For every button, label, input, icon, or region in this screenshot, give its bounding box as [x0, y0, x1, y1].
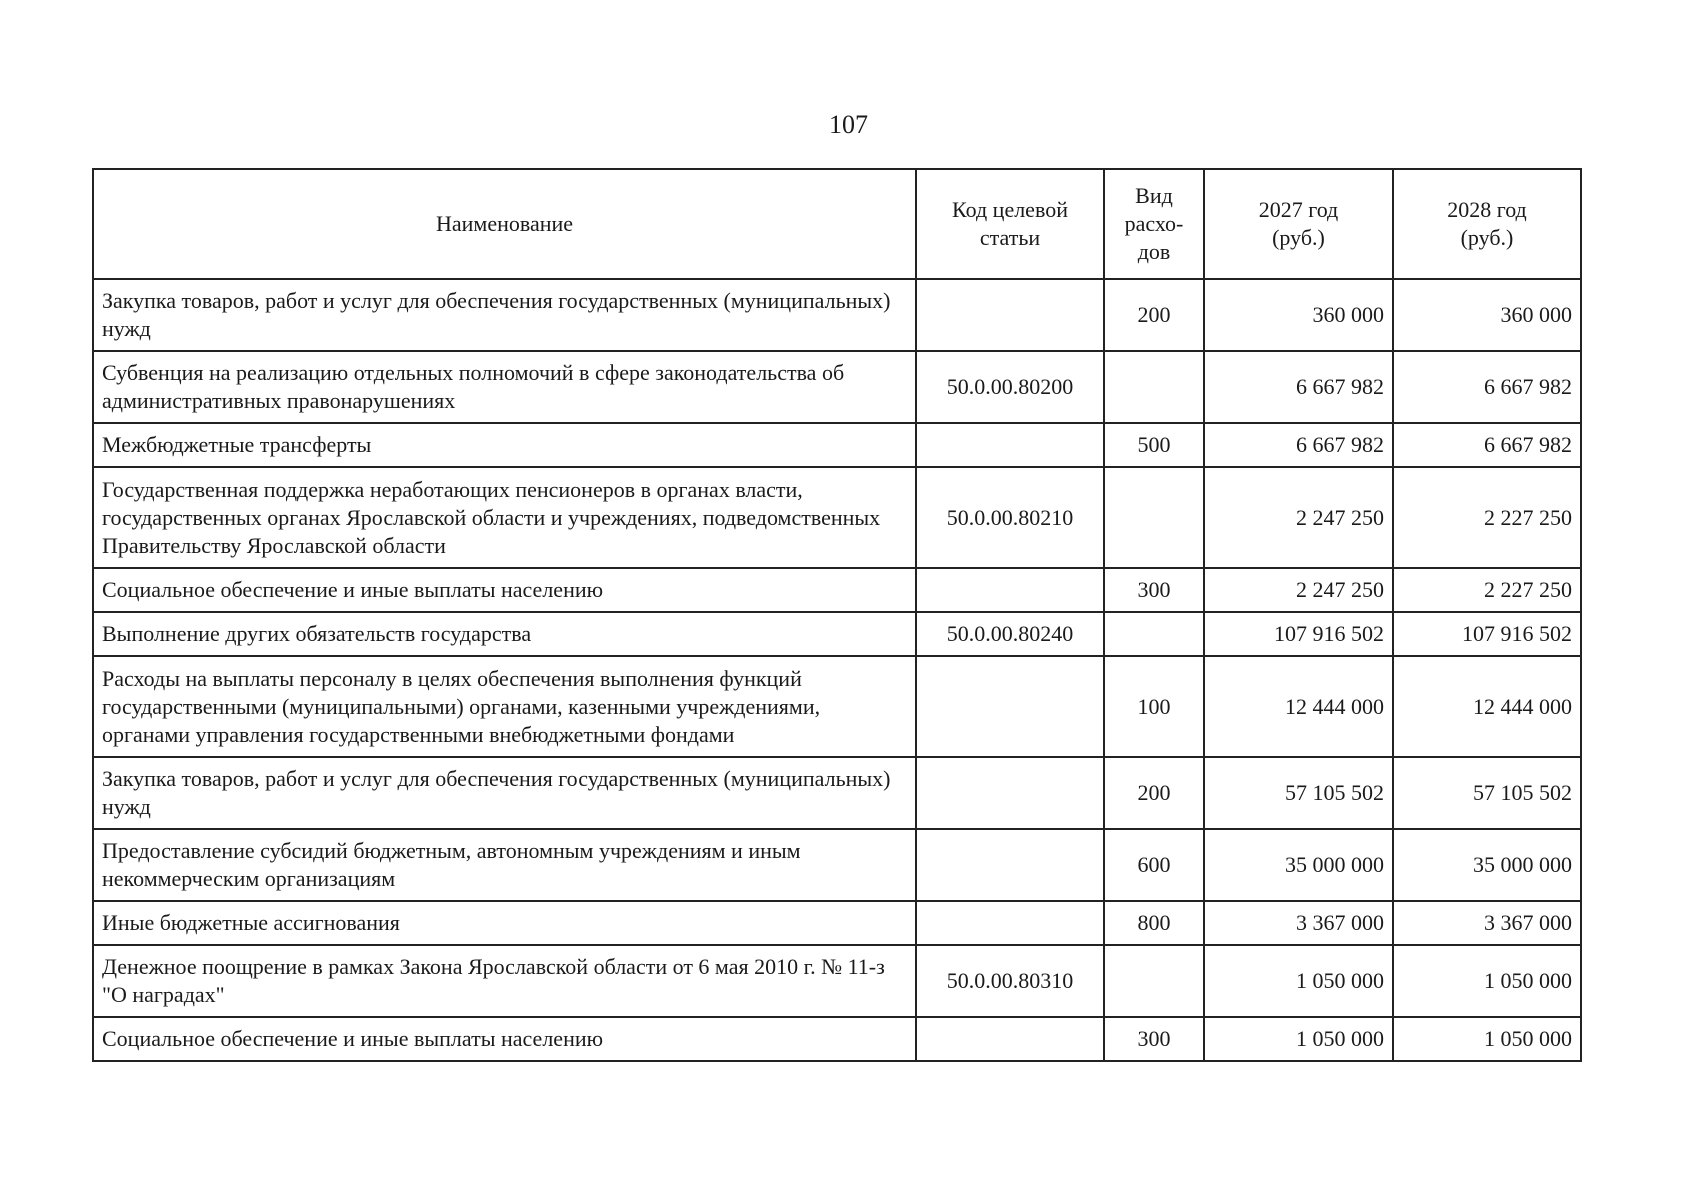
header-kind	[1104, 169, 1204, 279]
row-code: 50.0.00.80200	[916, 351, 1104, 423]
row-name: Субвенция на реализацию отдельных полномочий в сфере законодательства об административных правонарушениях	[93, 351, 916, 423]
row-kind	[1104, 945, 1204, 1017]
row-2027: 2 247 250	[1204, 467, 1393, 568]
row-2028: 12 444 000	[1393, 656, 1581, 757]
row-name: Денежное поощрение в рамках Закона Ярославской области от 6 мая 2010 г. № 11-з "О наградах"	[93, 945, 916, 1017]
table-row	[93, 467, 1581, 568]
header-code-label: Код целевой статьи	[952, 197, 1068, 250]
row-kind	[1104, 351, 1204, 423]
table-row	[93, 568, 1581, 612]
row-code	[916, 423, 1104, 467]
row-name: Социальное обеспечение и иные выплаты населению	[93, 1017, 916, 1061]
row-2027: 12 444 000	[1204, 656, 1393, 757]
row-code	[916, 656, 1104, 757]
row-2028: 2 227 250	[1393, 568, 1581, 612]
row-name: Выполнение других обязательств государства	[93, 612, 916, 656]
row-2028: 2 227 250	[1393, 467, 1581, 568]
row-2027: 107 916 502	[1204, 612, 1393, 656]
row-kind: 500	[1104, 423, 1204, 467]
row-2027: 35 000 000	[1204, 829, 1393, 901]
row-kind: 300	[1104, 568, 1204, 612]
budget-table	[92, 168, 1582, 1062]
table-row	[93, 1017, 1581, 1061]
row-2027: 6 667 982	[1204, 423, 1393, 467]
row-2028: 6 667 982	[1393, 351, 1581, 423]
header-2027-label: 2027 год (руб.)	[1258, 197, 1339, 250]
row-2028: 1 050 000	[1393, 945, 1581, 1017]
table-header-row	[93, 169, 1581, 279]
row-name: Расходы на выплаты персоналу в целях обеспечения выполнения функций государственными (муниципальными) органами, казенными учреждениями, органами управления государственными внебюджетными фондами	[93, 656, 916, 757]
row-code	[916, 901, 1104, 945]
row-kind	[1104, 467, 1204, 568]
row-kind: 200	[1104, 279, 1204, 351]
row-name: Иные бюджетные ассигнования	[93, 901, 916, 945]
row-kind: 100	[1104, 656, 1204, 757]
row-2027: 2 247 250	[1204, 568, 1393, 612]
row-code	[916, 279, 1104, 351]
table-row	[93, 351, 1581, 423]
table-row	[93, 423, 1581, 467]
row-2028: 6 667 982	[1393, 423, 1581, 467]
table-row	[93, 279, 1581, 351]
header-name-label: Наименование	[435, 211, 574, 236]
row-2027: 360 000	[1204, 279, 1393, 351]
row-code	[916, 568, 1104, 612]
row-kind	[1104, 612, 1204, 656]
row-name: Государственная поддержка неработающих пенсионеров в органах власти, государственных органах Ярославской области и учреждениях, подведомственных Правительству Ярославской области	[93, 467, 916, 568]
table-row	[93, 656, 1581, 757]
row-code: 50.0.00.80240	[916, 612, 1104, 656]
row-2027: 57 105 502	[1204, 757, 1393, 829]
row-code: 50.0.00.80310	[916, 945, 1104, 1017]
row-2028: 360 000	[1393, 279, 1581, 351]
row-code	[916, 1017, 1104, 1061]
page-number: 107	[829, 110, 868, 139]
row-kind: 600	[1104, 829, 1204, 901]
row-code: 50.0.00.80210	[916, 467, 1104, 568]
header-2027	[1204, 169, 1393, 279]
row-name: Межбюджетные трансферты	[93, 423, 916, 467]
row-2027: 1 050 000	[1204, 945, 1393, 1017]
row-kind: 200	[1104, 757, 1204, 829]
header-kind-label: Вид расхо- дов	[1124, 183, 1184, 264]
table-row	[93, 757, 1581, 829]
row-2027: 3 367 000	[1204, 901, 1393, 945]
row-code	[916, 829, 1104, 901]
table-row	[93, 901, 1581, 945]
header-2028	[1393, 169, 1581, 279]
row-name: Закупка товаров, работ и услуг для обеспечения государственных (муниципальных) нужд	[93, 757, 916, 829]
table-row	[93, 945, 1581, 1017]
row-name: Социальное обеспечение и иные выплаты населению	[93, 568, 916, 612]
row-2028: 3 367 000	[1393, 901, 1581, 945]
row-code	[916, 757, 1104, 829]
row-2028: 35 000 000	[1393, 829, 1581, 901]
row-kind: 800	[1104, 901, 1204, 945]
row-name: Закупка товаров, работ и услуг для обеспечения государственных (муниципальных) нужд	[93, 279, 916, 351]
table-row	[93, 829, 1581, 901]
header-name	[93, 169, 916, 279]
row-2027: 1 050 000	[1204, 1017, 1393, 1061]
table-row	[93, 612, 1581, 656]
row-2028: 107 916 502	[1393, 612, 1581, 656]
row-2027: 6 667 982	[1204, 351, 1393, 423]
row-2028: 57 105 502	[1393, 757, 1581, 829]
row-kind: 300	[1104, 1017, 1204, 1061]
header-2028-label: 2028 год (руб.)	[1447, 197, 1527, 250]
row-name: Предоставление субсидий бюджетным, автономным учреждениям и иным некоммерческим организациям	[93, 829, 916, 901]
header-code	[916, 169, 1104, 279]
row-2028: 1 050 000	[1393, 1017, 1581, 1061]
